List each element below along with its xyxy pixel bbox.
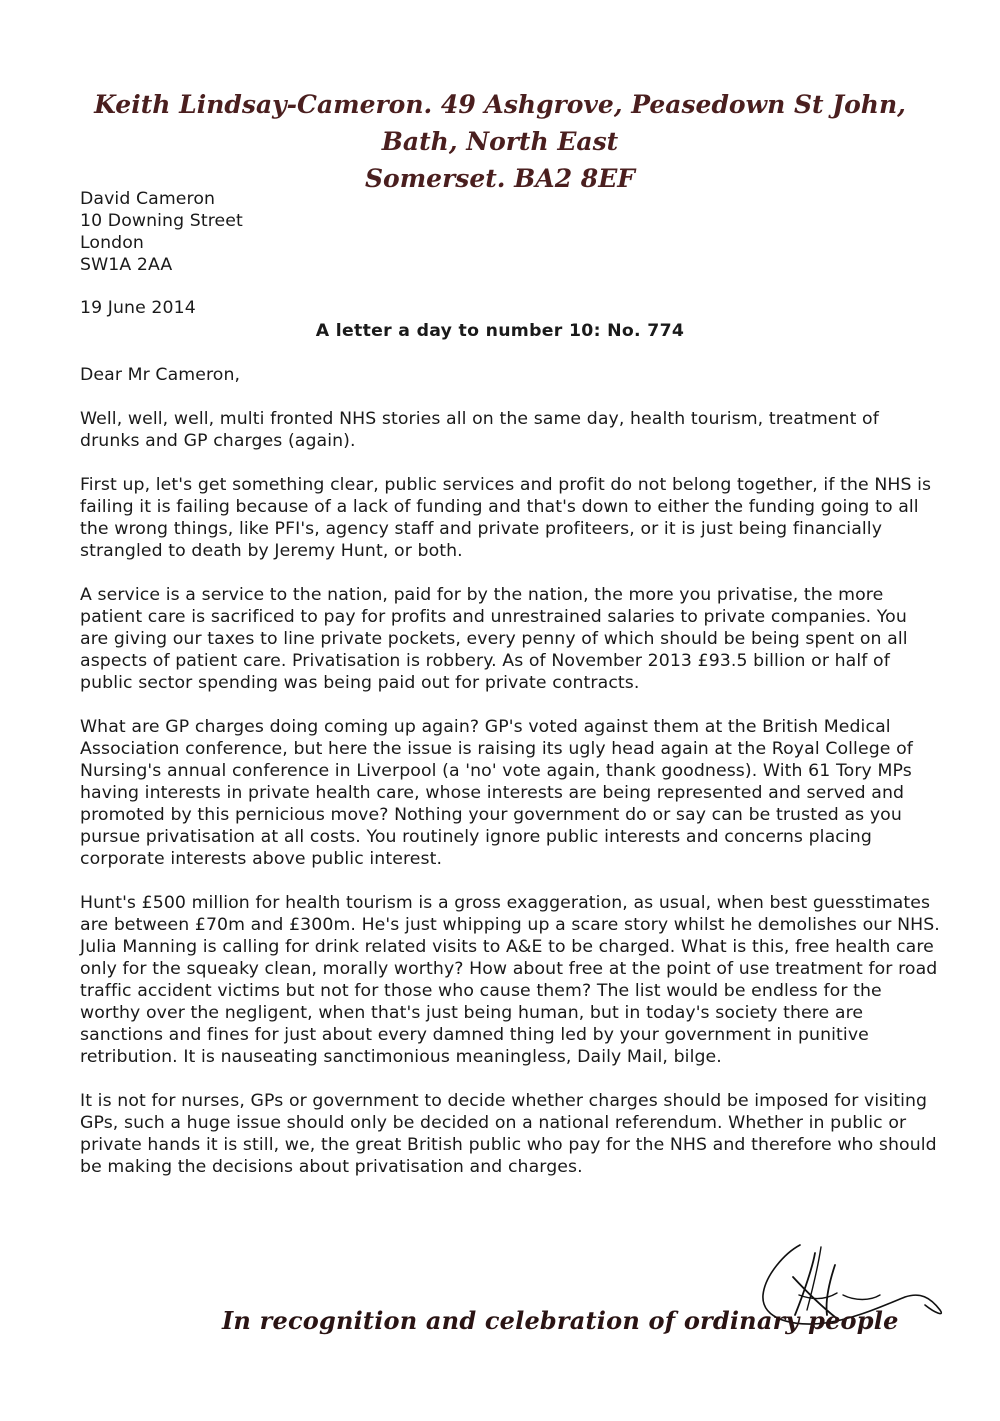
- paragraph-3: A service is a service to the nation, paid for by the nation, the more you privatise, the more patient care is sacrificed to pay for profits and unrestrained salaries to private companies. You are giving our taxes to line private pockets, every penny of which should be being spent on all aspects of patient care. Privatisation is robbery. As of November 2013 £93.5 billion or half of public sector spending was being paid out for private contracts.: [80, 585, 908, 693]
- recipient-city: London: [80, 233, 144, 253]
- recipient-street: 10 Downing Street: [80, 211, 243, 231]
- letter-date: 19 June 2014: [80, 298, 196, 318]
- recipient-address: [80, 188, 243, 276]
- paragraph-4: What are GP charges doing coming up again? GP's voted against them at the British Medical Association conference, but here the issue is raising its ugly head again at the Royal College of Nursing's annual conference in Liverpool (a 'no' vote again, thank goodness). With 61 Tory MPs having interests in private health care, whose interests are being represented and served and promoted by this pernicious move? Nothing your government do or say can be trusted as you pursue privatisation at all costs. You routinely ignore public interests and concerns placing corporate interests above public interest.: [80, 717, 913, 869]
- paragraph-2: First up, let's get something clear, public services and profit do not belong together, if the NHS is failing it is failing because of a lack of funding and that's down to either the funding going to all the wrong things, like PFI's, agency staff and private profiteers, or it is just being financially strangled to death by Jeremy Hunt, or both.: [80, 475, 932, 561]
- paragraph-1: Well, well, well, multi fronted NHS stories all on the same day, health tourism, treatment of drunks and GP charges (again).: [80, 409, 879, 451]
- letterhead-line-2: Somerset. BA2 8EF: [364, 164, 636, 193]
- paragraph-6: It is not for nurses, GPs or government to decide whether charges should be imposed for visiting GPs, such a huge issue should only be decided on a national referendum. Whether in public or private hands it is still, we, the great British public who pay for the NHS and therefore who should be making the decisions about privatisation and charges.: [80, 1091, 937, 1177]
- salutation: Dear Mr Cameron,: [80, 365, 241, 385]
- recipient-name: David Cameron: [80, 189, 216, 209]
- letter-subject: A letter a day to number 10: No. 774: [315, 321, 685, 341]
- letterhead: [60, 86, 940, 197]
- paragraph-5: Hunt's £500 million for health tourism is a gross exaggeration, as usual, when best guesstimates are between £70m and £300m. He's just whipping up a scare story whilst he demolishes our NHS. Julia Manning is calling for drink related visits to A&E to be charged. What is this, free health care only for the squeaky clean, morally worthy? How about free at the point of use treatment for road traffic accident victims but not for those who cause them? The list would be endless for the worthy over the negligent, when that's just being human, but in today's society there are sanctions and fines for just about every damned thing led by your government in punitive retribution. It is nauseating sanctimonious meaningless, Daily Mail, bilge.: [80, 893, 940, 1067]
- footer-tagline: In recognition and celebration of ordinary people: [222, 1306, 899, 1335]
- letterhead-line-1: Keith Lindsay-Cameron. 49 Ashgrove, Peasedown St John, Bath, North East: [94, 90, 906, 156]
- letter-body: [80, 408, 940, 1200]
- recipient-postcode: SW1A 2AA: [80, 255, 173, 275]
